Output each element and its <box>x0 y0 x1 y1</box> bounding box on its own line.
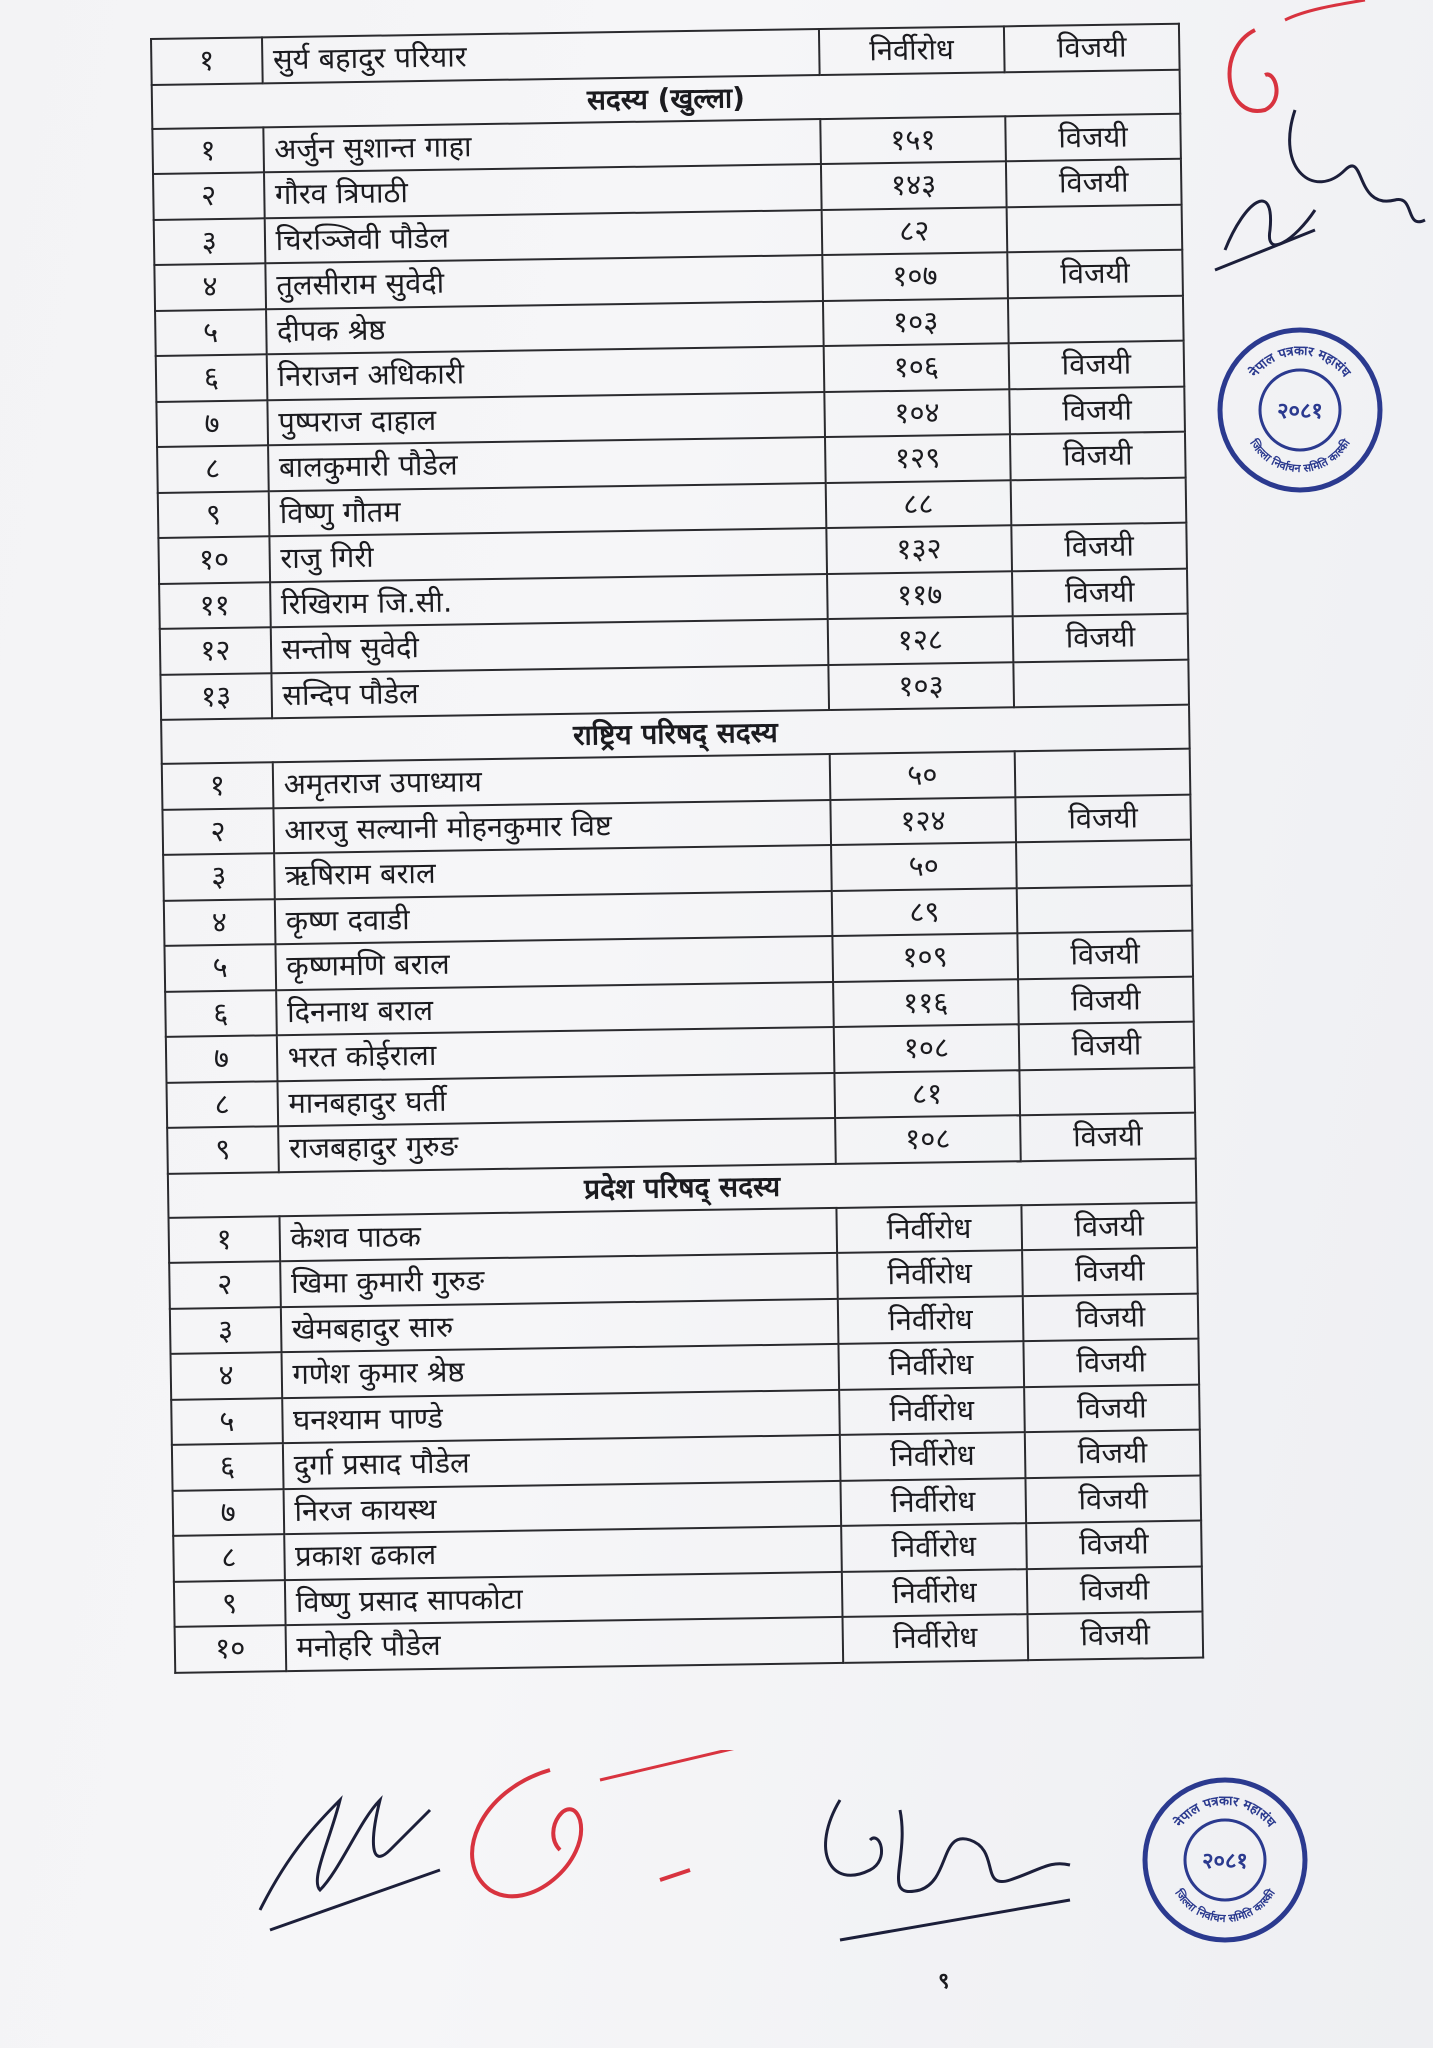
candidate-name-cell: घनश्याम पाण्डे <box>282 1389 840 1443</box>
candidate-name-cell: खिमा कुमारी गुरुङ <box>280 1253 838 1307</box>
candidate-name-cell: राजबहादुर गुरुङ <box>278 1118 836 1172</box>
stamp-org-bottom: जिल्ला निर्वाचन समिति कास्की <box>1247 436 1353 476</box>
votes-cell: ८२ <box>821 207 1007 255</box>
serial-number-cell: १० <box>175 1625 286 1672</box>
votes-cell: १०६ <box>823 343 1009 391</box>
candidate-name-cell: मनोहरि पौडेल <box>285 1617 843 1671</box>
candidate-name-cell: विष्णु प्रसाद सापकोटा <box>285 1571 843 1625</box>
votes-cell: निर्वीरोध <box>819 26 1005 74</box>
signature-bottom-center <box>810 1770 1090 1960</box>
result-cell: विजयी <box>1011 523 1187 571</box>
serial-number-cell: ६ <box>156 354 267 401</box>
result-cell: विजयी <box>1012 568 1188 616</box>
result-cell: विजयी <box>1022 1248 1198 1296</box>
result-cell: विजयी <box>1020 1113 1196 1161</box>
votes-cell: ११७ <box>827 571 1013 619</box>
candidate-name-cell: कृष्ण दवाडी <box>274 890 832 944</box>
votes-cell: ५० <box>831 842 1017 890</box>
serial-number-cell: ७ <box>173 1489 284 1536</box>
serial-number-cell: २ <box>162 808 273 855</box>
votes-cell: १२८ <box>827 616 1013 664</box>
votes-cell: ११६ <box>833 979 1019 1027</box>
page-number: ९ <box>938 1969 950 1994</box>
svg-text:नेपाल पत्रकार महासंघ <box>1245 344 1353 381</box>
serial-number-cell: ७ <box>166 1035 277 1082</box>
serial-number-cell: २ <box>169 1261 280 1308</box>
result-cell: विजयी <box>1026 1521 1202 1569</box>
result-cell: विजयी <box>1013 614 1189 662</box>
votes-cell: १४३ <box>821 161 1007 209</box>
section-title: प्रदेश परिषद् सदस्य <box>168 1158 1197 1217</box>
result-cell: विजयी <box>1025 1430 1201 1478</box>
stamp-year: २०८१ <box>1277 399 1323 424</box>
candidate-name-cell: भरत कोईराला <box>276 1027 834 1081</box>
candidate-name-cell: तुलसीराम सुवेदी <box>265 255 823 309</box>
serial-number-cell: ६ <box>165 990 276 1037</box>
result-cell <box>1008 295 1184 343</box>
serial-number-cell: ५ <box>155 309 266 356</box>
result-cell <box>1011 477 1187 525</box>
serial-number-cell: ३ <box>154 218 265 265</box>
candidate-name-cell: सुर्य बहादुर परियार <box>262 29 820 83</box>
election-results-table <box>150 23 1204 1674</box>
serial-number-cell: ४ <box>171 1352 282 1399</box>
votes-cell: १०९ <box>832 933 1018 981</box>
svg-text:जिल्ला निर्वाचन समिति कास्की <box>1172 1885 1279 1925</box>
candidate-name-cell: सन्तोष सुवेदी <box>270 619 828 673</box>
result-cell <box>1019 1067 1195 1115</box>
votes-cell: १३२ <box>826 525 1012 573</box>
serial-number-cell: ६ <box>172 1443 283 1490</box>
serial-number-cell: ५ <box>164 944 275 991</box>
result-cell: विजयी <box>1010 432 1186 480</box>
votes-cell: ८१ <box>834 1070 1020 1118</box>
candidate-name-cell: प्रकाश ढकाल <box>284 1526 842 1580</box>
serial-number-cell: ३ <box>170 1307 281 1354</box>
votes-cell: ८८ <box>825 480 1011 528</box>
votes-cell: निर्वीरोध <box>840 1478 1026 1526</box>
votes-cell: १०४ <box>824 389 1010 437</box>
result-cell: विजयी <box>1019 1022 1195 1070</box>
signature-top-right <box>1195 0 1433 300</box>
candidate-name-cell: खेमबहादुर सारु <box>280 1298 838 1352</box>
votes-cell: १०८ <box>834 1024 1020 1072</box>
candidate-name-cell: कृष्णमणि बराल <box>275 936 833 990</box>
votes-cell: निर्वीरोध <box>838 1341 1024 1389</box>
result-cell: विजयी <box>1007 250 1183 298</box>
serial-number-cell: ८ <box>166 1081 277 1128</box>
candidate-name-cell: बालकुमारी पौडेल <box>268 437 826 491</box>
candidate-name-cell: निरज कायस्थ <box>283 1480 841 1534</box>
section-title: सदस्य (खुल्ला) <box>152 69 1181 128</box>
votes-cell: १०३ <box>823 298 1009 346</box>
serial-number-cell: ११ <box>159 582 270 629</box>
votes-cell: १०८ <box>835 1115 1021 1163</box>
serial-number-cell: ९ <box>174 1580 285 1627</box>
signature-bottom-left <box>250 1760 460 1940</box>
votes-cell: ८९ <box>831 888 1017 936</box>
official-stamp-bottom <box>1140 1775 1310 1945</box>
candidate-name-cell: दिननाथ बराल <box>276 981 834 1035</box>
candidate-name-cell: दुर्गा प्रसाद पौडेल <box>282 1435 840 1489</box>
result-cell: विजयी <box>1023 1293 1199 1341</box>
result-cell: विजयी <box>1023 1339 1199 1387</box>
votes-cell: १५१ <box>820 116 1006 164</box>
votes-cell: निर्वीरोध <box>836 1205 1022 1253</box>
votes-cell: निर्वीरोध <box>837 1250 1023 1298</box>
serial-number-cell: १० <box>158 536 269 583</box>
serial-number-cell: ७ <box>156 400 267 447</box>
candidate-name-cell: पुष्पराज दाहाल <box>267 392 825 446</box>
votes-cell: निर्वीरोध <box>838 1296 1024 1344</box>
result-cell: विजयी <box>1004 24 1180 72</box>
candidate-name-cell: केशव पाठक <box>279 1207 837 1261</box>
votes-cell: १२९ <box>825 434 1011 482</box>
stamp-year: २०८१ <box>1202 1849 1248 1874</box>
serial-number-cell: ४ <box>154 263 265 310</box>
candidate-name-cell: राजु गिरी <box>269 528 827 582</box>
serial-number-cell: ३ <box>163 853 274 900</box>
serial-number-cell: २ <box>153 172 264 219</box>
votes-cell: १२४ <box>830 797 1016 845</box>
votes-cell: १०७ <box>822 252 1008 300</box>
result-cell: विजयी <box>1027 1612 1203 1660</box>
votes-cell: निर्वीरोध <box>842 1569 1028 1617</box>
serial-number-cell: ९ <box>167 1126 278 1173</box>
votes-cell: निर्वीरोध <box>842 1614 1028 1662</box>
serial-number-cell: १ <box>151 37 262 84</box>
candidate-name-cell: रिखिराम जि.सी. <box>270 574 828 628</box>
result-cell: विजयी <box>1017 931 1193 979</box>
votes-cell: निर्वीरोध <box>839 1387 1025 1435</box>
result-cell: विजयी <box>1027 1566 1203 1614</box>
result-cell: विजयी <box>1015 794 1191 842</box>
candidate-name-cell: चिरञ्जिवी पौडेल <box>264 210 822 264</box>
result-cell: विजयी <box>1024 1384 1200 1432</box>
serial-number-cell: १ <box>168 1216 279 1263</box>
serial-number-cell: १ <box>162 762 273 809</box>
svg-text:जिल्ला निर्वाचन समिति कास्की <box>1247 435 1354 475</box>
votes-cell: ५० <box>829 751 1015 799</box>
serial-number-cell: १ <box>152 127 263 174</box>
candidate-name-cell: विष्णु गौतम <box>268 483 826 537</box>
result-cell: विजयी <box>1009 386 1185 434</box>
candidate-name-cell: गौरव त्रिपाठी <box>264 164 822 218</box>
result-cell <box>1007 204 1183 252</box>
signature-red-mark <box>440 1750 780 1930</box>
result-cell: विजयी <box>1005 113 1181 161</box>
result-cell <box>1017 885 1193 933</box>
candidate-name-cell: दीपक श्रेष्ठ <box>266 301 824 355</box>
votes-cell: १०३ <box>828 662 1014 710</box>
official-stamp-top <box>1215 325 1385 495</box>
votes-cell: निर्वीरोध <box>840 1432 1026 1480</box>
votes-cell: निर्वीरोध <box>841 1523 1027 1571</box>
result-cell <box>1015 749 1191 797</box>
stamp-org-top: नेपाल पत्रकार महासंघ <box>1246 343 1354 381</box>
result-cell: विजयी <box>1009 341 1185 389</box>
candidate-name-cell: गणेश कुमार श्रेष्ठ <box>281 1344 839 1398</box>
result-cell: विजयी <box>1018 976 1194 1024</box>
candidate-name-cell: ऋषिराम बराल <box>274 845 832 899</box>
candidate-name-cell: आरजु सल्यानी मोहनकुमार विष्ट <box>273 799 831 853</box>
result-cell: विजयी <box>1025 1475 1201 1523</box>
candidate-name-cell: अर्जुन सुशान्त गाहा <box>263 119 821 173</box>
section-title: राष्ट्रिय परिषद् सदस्य <box>161 705 1190 764</box>
result-cell: विजयी <box>1006 159 1182 207</box>
candidate-name-cell: मानबहादुर घर्ती <box>277 1072 835 1126</box>
serial-number-cell: ४ <box>164 899 275 946</box>
candidate-name-cell: सन्दिप पौडेल <box>271 665 829 719</box>
stamp-org-top: नेपाल पत्रकार महासंघ <box>1171 1793 1279 1831</box>
serial-number-cell: १२ <box>160 627 271 674</box>
result-cell <box>1016 840 1192 888</box>
serial-number-cell: ८ <box>157 445 268 492</box>
serial-number-cell: ५ <box>171 1398 282 1445</box>
result-cell <box>1013 659 1189 707</box>
svg-text:नेपाल पत्रकार महासंघ <box>1170 1794 1278 1831</box>
candidate-name-cell: अमृतराज उपाध्याय <box>272 754 830 808</box>
result-cell: विजयी <box>1021 1202 1197 1250</box>
serial-number-cell: ८ <box>173 1534 284 1581</box>
serial-number-cell: ९ <box>158 491 269 538</box>
candidate-name-cell: निराजन अधिकारी <box>266 346 824 400</box>
serial-number-cell: १३ <box>160 673 271 720</box>
stamp-org-bottom: जिल्ला निर्वाचन समिति कास्की <box>1172 1886 1278 1926</box>
